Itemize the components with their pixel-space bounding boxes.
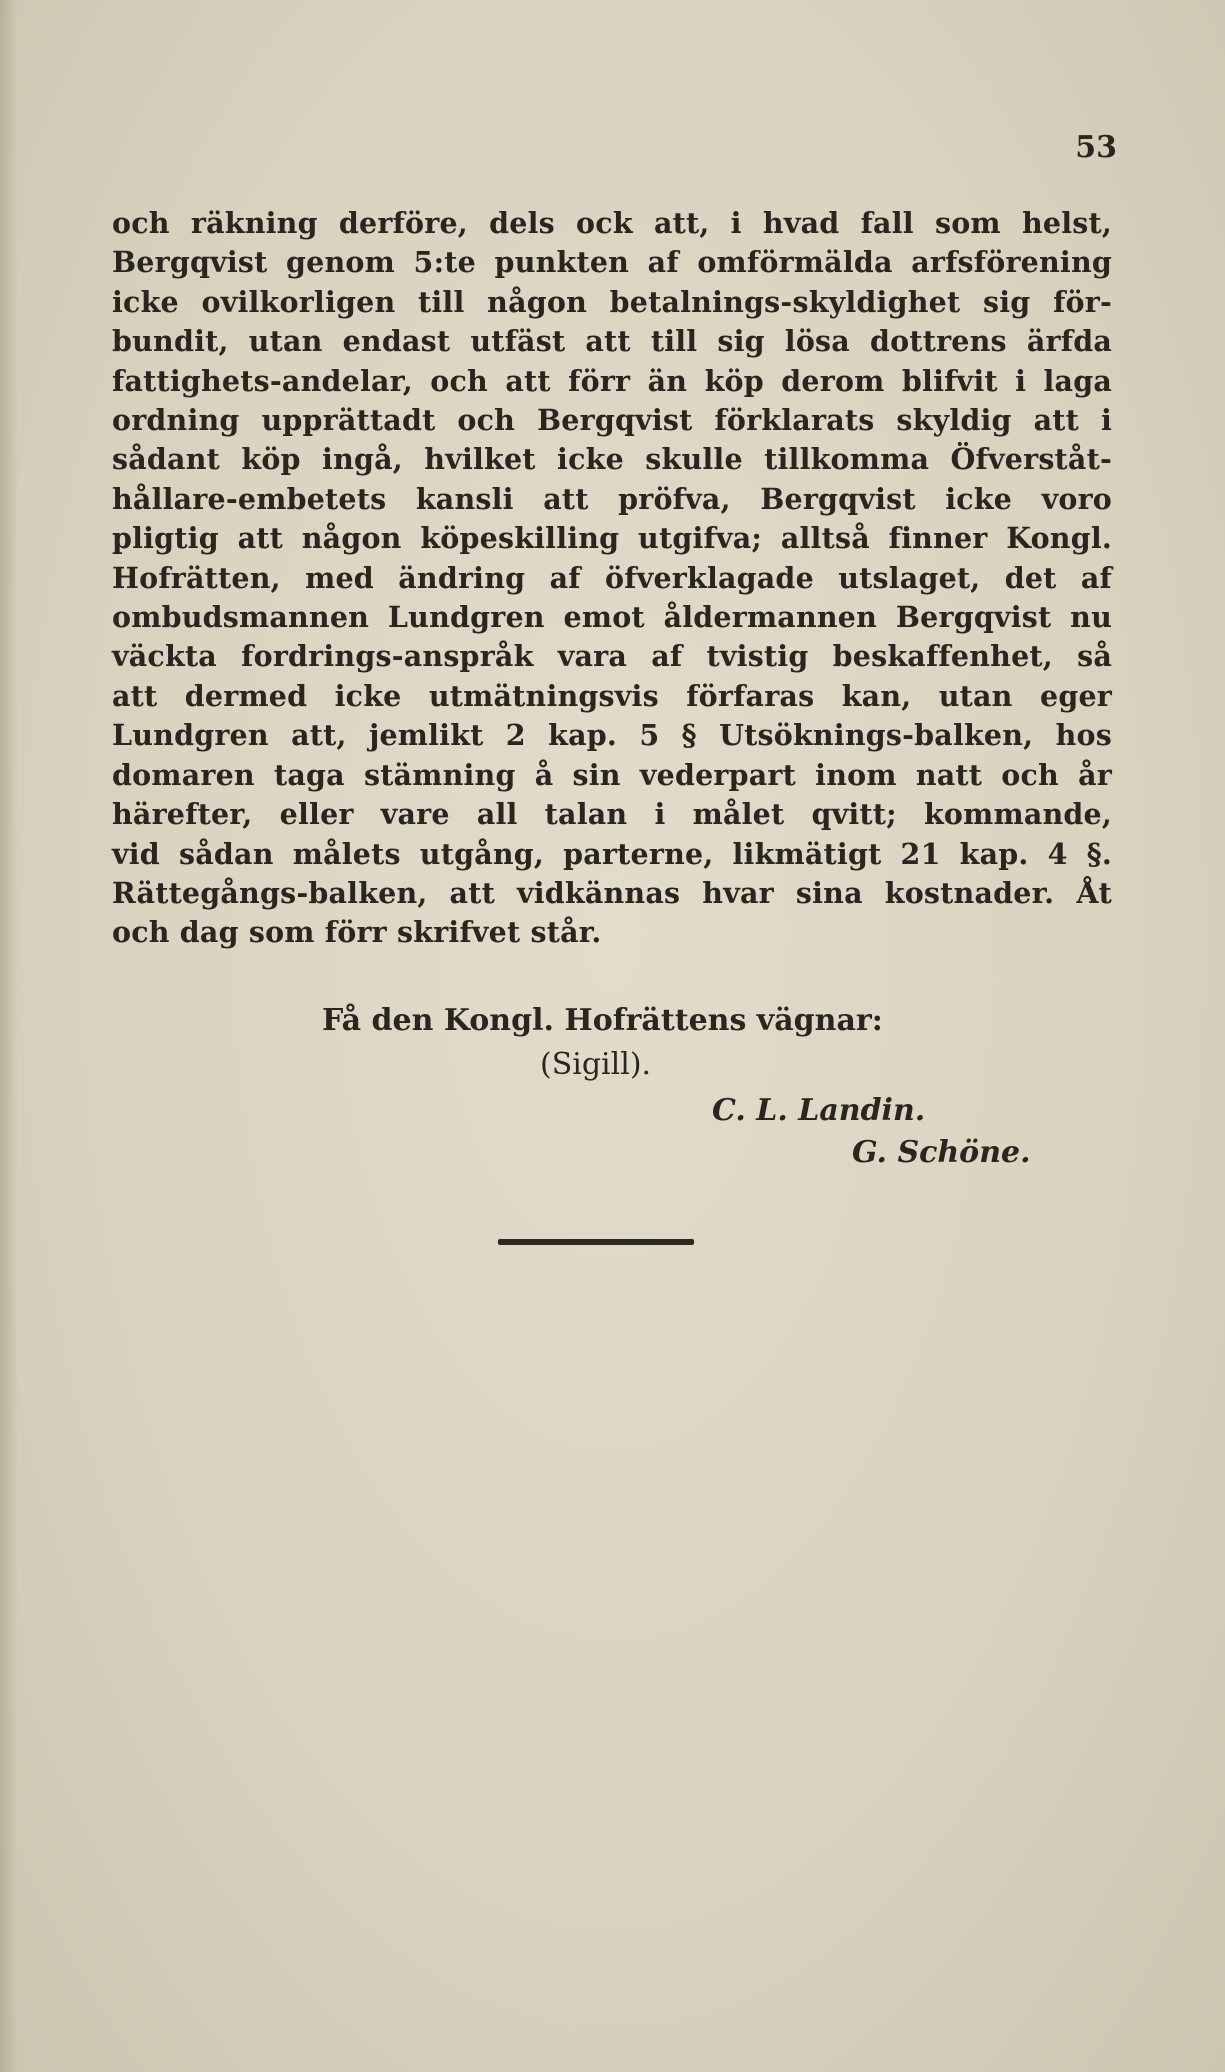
signoff-line: Få den Kongl. Hofrättens vägnar:: [322, 1003, 883, 1038]
text-line: Hofrätten, med ändring af öfverklagade utslaget, det af: [112, 560, 1112, 595]
body-text: [112, 204, 1112, 953]
text-line: Rättegångs-balken, att vidkännas hvar sina kostnader. Åt: [112, 875, 1112, 910]
text-line: bundit, utan endast utfäst att till sig lösa dottrens ärfda: [112, 324, 1112, 359]
text-line: pligtig att någon köpeskilling utgifva; alltså finner Kongl.: [112, 521, 1112, 556]
end-rule: [498, 1239, 694, 1245]
text-line: Lundgren att, jemlikt 2 kap. 5 § Utsöknings-balken, hos: [112, 718, 1112, 753]
text-line: och dag som förr skrifvet står.: [112, 915, 602, 950]
text-line: ombudsmannen Lundgren emot åldermannen Bergqvist nu: [112, 600, 1112, 635]
text-line: att dermed icke utmätningsvis förfaras kan, utan eger: [112, 678, 1112, 713]
text-line: fattighets-andelar, och att förr än köp derom blifvit i laga: [112, 363, 1112, 398]
page-edge-shadow: [0, 0, 18, 2072]
page-number: 53: [1075, 130, 1117, 165]
signature-schone: G. Schöne.: [852, 1135, 1031, 1170]
text-line: vid sådan målets utgång, parterne, likmätigt 21 kap. 4 §.: [112, 836, 1112, 871]
signature-landin: C. L. Landin.: [712, 1093, 926, 1128]
text-line: och räkning derföre, dels ock att, i hvad fall som helst,: [112, 206, 1112, 240]
seal-mark: (Sigill).: [540, 1047, 652, 1082]
text-line: sådant köp ingå, hvilket icke skulle tillkomma Öfverståt-: [112, 442, 1112, 477]
text-line: Bergqvist genom 5:te punkten af omförmälda arfsförening: [112, 245, 1112, 280]
text-line: icke ovilkorligen till någon betalnings-skyldighet sig för-: [112, 284, 1112, 319]
text-line: hållare-embetets kansli att pröfva, Bergqvist icke voro: [112, 481, 1112, 516]
text-line: ordning upprättadt och Bergqvist förklarats skyldig att i: [112, 403, 1112, 438]
text-line: härefter, eller vare all talan i målet qvitt; kommande,: [112, 797, 1112, 832]
text-line: väckta fordrings-anspråk vara af tvistig beskaffenhet, så: [112, 639, 1112, 674]
text-line: domaren taga stämning å sin vederpart inom natt och år: [112, 757, 1112, 792]
